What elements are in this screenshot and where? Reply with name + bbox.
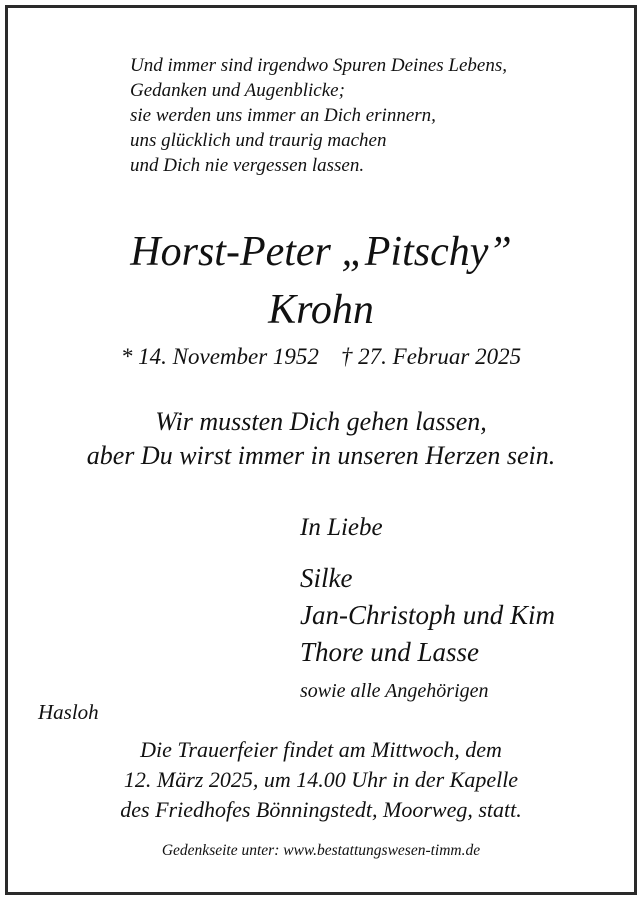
poem-line: Gedanken und Augenblicke; xyxy=(130,80,345,101)
poem-line: sie werden uns immer an Dich erinnern, xyxy=(130,105,436,126)
mourner-name: Jan-Christoph und Kim xyxy=(300,600,556,630)
opening-poem xyxy=(130,53,507,178)
mourner-names xyxy=(300,560,555,671)
life-dates xyxy=(0,342,642,372)
poem-line: Und immer sind irgendwo Spuren Deines Lebens, xyxy=(130,55,507,76)
verse-line: Wir mussten Dich gehen lassen, xyxy=(155,407,487,436)
relatives-line: sowie alle Angehörigen xyxy=(300,680,489,702)
funeral-details xyxy=(0,735,642,825)
deceased-name-first: Horst-Peter „Pitschy” xyxy=(130,229,512,275)
mourner-name: Silke xyxy=(300,563,353,593)
farewell-verse xyxy=(0,405,642,473)
death-date: † 27. Februar 2025 xyxy=(340,344,522,369)
funeral-line: des Friedhofes Bönningstedt, Moorweg, statt. xyxy=(120,797,522,822)
place-name: Hasloh xyxy=(38,700,99,724)
verse-line: aber Du wirst immer in unseren Herzen sein. xyxy=(86,441,556,470)
poem-line: uns glücklich und traurig machen xyxy=(130,130,387,151)
deceased-name-last: Krohn xyxy=(268,287,374,333)
memorial-page-link[interactable]: Gedenkseite unter: www.bestattungswesen-timm.de xyxy=(161,842,481,859)
in-love-intro: In Liebe xyxy=(300,514,383,541)
birth-date: * 14. November 1952 xyxy=(120,344,319,369)
poem-line: und Dich nie vergessen lassen. xyxy=(130,155,365,176)
funeral-line: 12. März 2025, um 14.00 Uhr in der Kapelle xyxy=(123,767,519,792)
funeral-line: Die Trauerfeier findet am Mittwoch, dem xyxy=(140,737,502,762)
mourner-name: Thore und Lasse xyxy=(300,637,480,667)
